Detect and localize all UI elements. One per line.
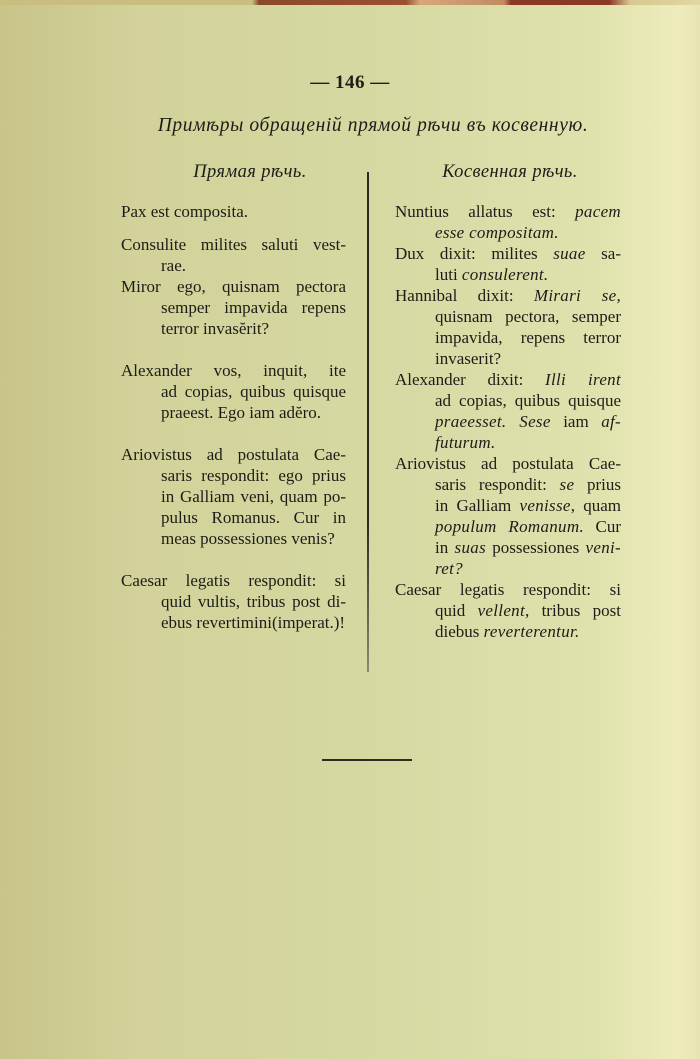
text-line bbox=[415, 411, 621, 432]
text-line bbox=[395, 369, 621, 390]
plain-text: saris respondit: bbox=[435, 475, 560, 494]
indirect-speech-entry bbox=[395, 369, 621, 453]
text-line bbox=[395, 285, 621, 306]
italic-text: ret? bbox=[435, 559, 463, 578]
indirect-speech-heading: Косвенная рѣчь. bbox=[442, 162, 578, 182]
plain-text: Caesar legatis respondit: si bbox=[395, 580, 621, 599]
italic-text: pacem bbox=[575, 202, 621, 221]
text-line: Alexander vos, inquit, ite bbox=[121, 361, 346, 380]
indirect-speech-entry bbox=[395, 201, 621, 243]
plain-text: impavida, repens terror bbox=[435, 328, 621, 347]
text-line: meas possessiones venis? bbox=[161, 529, 335, 548]
text-line bbox=[415, 432, 621, 453]
text-line bbox=[415, 348, 621, 369]
italic-text: venisse bbox=[519, 496, 571, 515]
text-line: Caesar legatis respondit: si bbox=[121, 571, 346, 590]
column-divider bbox=[367, 172, 369, 672]
plain-text: sa- bbox=[585, 244, 622, 263]
text-line bbox=[415, 474, 621, 495]
italic-text: consulerent. bbox=[461, 265, 549, 284]
end-rule bbox=[322, 759, 412, 761]
direct-speech-entry bbox=[121, 201, 346, 222]
text-line bbox=[415, 600, 621, 621]
italic-text: veni- bbox=[585, 538, 621, 557]
text-line bbox=[415, 264, 621, 285]
italic-text: suas bbox=[454, 538, 486, 557]
plain-text: Nuntius allatus est: bbox=[395, 202, 576, 221]
italic-text: populum Romanum. bbox=[435, 517, 584, 536]
plain-text: in bbox=[435, 538, 455, 557]
text-line bbox=[395, 201, 621, 222]
text-line bbox=[395, 453, 621, 474]
plain-text: luti bbox=[435, 265, 462, 284]
text-line: rae. bbox=[161, 256, 187, 275]
plain-text: quid bbox=[435, 601, 478, 620]
italic-text: futurum. bbox=[435, 433, 496, 452]
text-line bbox=[415, 327, 621, 348]
text-line: Consulite milites saluti vest- bbox=[121, 235, 346, 254]
indirect-speech-entry bbox=[395, 285, 621, 369]
text-line bbox=[395, 579, 621, 600]
direct-speech-entry bbox=[121, 234, 346, 276]
text-line: ebus revertimini(imperat.)! bbox=[161, 613, 346, 632]
text-line: quid vultis, tribus post di- bbox=[161, 592, 346, 611]
plain-text: prius bbox=[574, 475, 622, 494]
italic-text: vellent bbox=[477, 601, 525, 620]
plain-text: , tribus post bbox=[524, 601, 621, 620]
plain-text: possessiones bbox=[485, 538, 586, 557]
text-line: ad copias, quibus quisque bbox=[161, 382, 346, 401]
direct-speech-entry bbox=[121, 444, 346, 549]
plain-text: invaserit? bbox=[435, 349, 502, 368]
direct-speech-entry bbox=[121, 360, 346, 423]
italic-text: suae bbox=[553, 244, 586, 263]
page-number: — 146 — bbox=[310, 72, 390, 93]
direct-speech-column bbox=[121, 201, 346, 633]
text-line bbox=[415, 222, 621, 243]
plain-text: ad copias, quibus quisque bbox=[435, 391, 621, 410]
plain-text: Hannibal dixit: bbox=[395, 286, 534, 305]
text-line bbox=[395, 243, 622, 264]
text-line bbox=[415, 516, 621, 537]
text-line bbox=[415, 558, 621, 579]
plain-text: Cur bbox=[584, 517, 621, 536]
plain-text: Ariovistus ad postulata Cae- bbox=[395, 454, 621, 473]
plain-text: Dux dixit: milites bbox=[395, 244, 554, 263]
plain-text: quisnam pectora, semper bbox=[435, 307, 621, 326]
indirect-speech-entry bbox=[395, 453, 621, 579]
text-line: semper impavida repens bbox=[161, 298, 346, 317]
plain-text: diebus bbox=[435, 622, 484, 641]
indirect-speech-column bbox=[395, 201, 621, 642]
text-line: Miror ego, quisnam pectora bbox=[121, 277, 346, 296]
text-line: Pax est composita. bbox=[121, 202, 249, 221]
direct-speech-entry bbox=[121, 276, 346, 339]
text-line: saris respondit: ego prius bbox=[161, 466, 346, 485]
direct-speech-entry bbox=[121, 570, 346, 633]
page-title: Примѣры обращеній прямой рѣчи въ косвенную. bbox=[157, 115, 589, 136]
text-line: in Galliam veni, quam po- bbox=[161, 487, 346, 506]
text-line bbox=[415, 621, 621, 642]
text-line bbox=[415, 306, 621, 327]
text-line: pulus Romanus. Cur in bbox=[161, 508, 346, 527]
plain-text: in Galliam bbox=[435, 496, 520, 515]
italic-text: af- bbox=[601, 412, 621, 431]
italic-text: Illi irent bbox=[545, 370, 621, 389]
text-line bbox=[415, 537, 621, 558]
italic-text: esse compositam. bbox=[435, 223, 559, 242]
indirect-speech-entry bbox=[395, 243, 621, 285]
plain-text: Alexander dixit: bbox=[395, 370, 546, 389]
indirect-speech-entry bbox=[395, 579, 621, 642]
italic-text: se bbox=[559, 475, 575, 494]
text-line bbox=[415, 495, 621, 516]
text-line: terror invasĕrit? bbox=[161, 319, 270, 338]
text-line: praeest. Ego iam adĕro. bbox=[161, 403, 322, 422]
page-top-edge bbox=[0, 0, 700, 5]
plain-text: , quam bbox=[570, 496, 621, 515]
italic-text: praeesset. Sese bbox=[435, 412, 551, 431]
text-line bbox=[415, 390, 621, 411]
italic-text: reverterentur. bbox=[483, 622, 580, 641]
plain-text: iam bbox=[550, 412, 602, 431]
text-line: Ariovistus ad postulata Cae- bbox=[121, 445, 346, 464]
italic-text: Mirari se, bbox=[533, 286, 621, 305]
direct-speech-heading: Прямая рѣчь. bbox=[193, 162, 307, 182]
